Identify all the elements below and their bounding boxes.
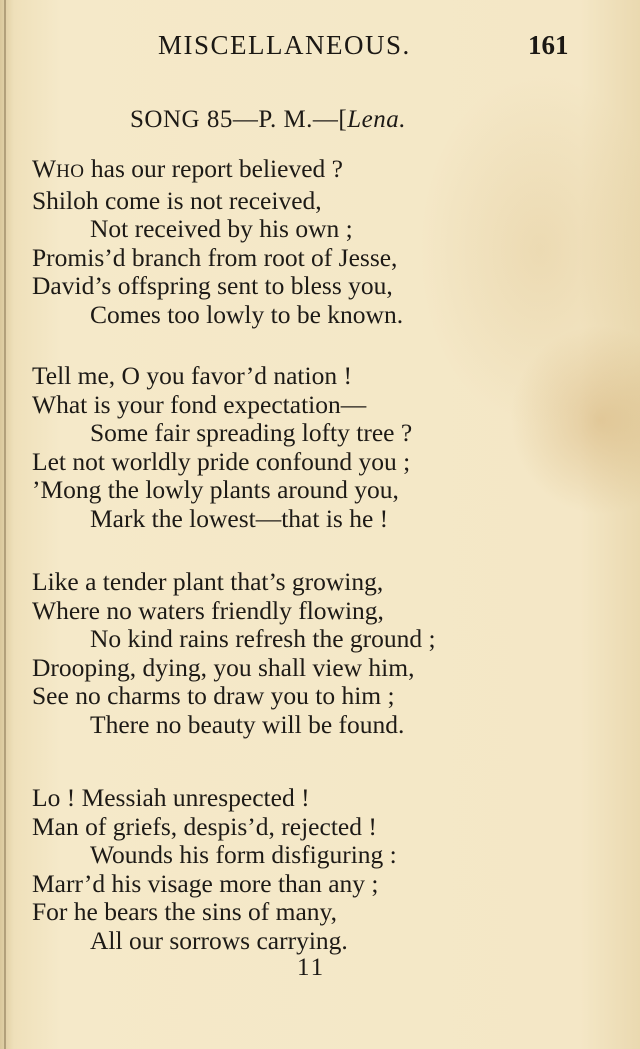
small-caps: HO — [56, 161, 85, 182]
stanza-3 — [32, 568, 436, 740]
verse-line: See no charms to draw you to him ; — [32, 681, 395, 711]
verse-line: Marr’d his visage more than any ; — [32, 868, 379, 898]
verse-line: Man of griefs, despis’d, rejected ! — [32, 811, 377, 841]
verse-line: Lo ! Messiah unrespected ! — [32, 783, 310, 812]
verse-line: All our sorrows carrying. — [90, 925, 348, 955]
running-head: MISCELLANEOUS. — [158, 30, 411, 60]
verse-line: Where no waters friendly flowing, — [32, 595, 384, 625]
verse-line — [32, 155, 403, 187]
verse-line-text: has our report believed ? — [84, 154, 343, 183]
stanza-4 — [32, 784, 397, 956]
page-gutter-shadow — [4, 0, 6, 1049]
verse-line: Let not worldly pride confound you ; — [32, 446, 411, 476]
verse-line: Mark the lowest—that is he ! — [90, 503, 389, 533]
verse-line: No kind rains refresh the ground ; — [90, 624, 436, 654]
verse-line: Promis’d branch from root of Jesse, — [32, 242, 398, 272]
verse-line: Tell me, O you favor’d nation ! — [32, 361, 352, 390]
verse-line: What is your fond expectation— — [32, 389, 367, 419]
verse-line: Drooping, dying, you shall view him, — [32, 652, 415, 682]
page-number: 161 — [528, 30, 569, 60]
tune-name: Lena. — [347, 106, 407, 133]
song-title — [130, 106, 406, 134]
verse-line: Shiloh come is not received, — [32, 185, 322, 215]
verse-line: Comes too lowly to be known. — [90, 299, 404, 329]
initial-capital: W — [32, 154, 57, 183]
page-header — [0, 28, 640, 68]
signature-mark: 11 — [297, 954, 326, 981]
verse-line: ’Mong the lowly plants around you, — [32, 475, 399, 505]
verse-line: For he bears the sins of many, — [32, 897, 337, 927]
stanza-1 — [32, 155, 403, 330]
song-title-main: SONG 85—P. M.—[ — [130, 106, 348, 133]
verse-line: Not received by his own ; — [90, 214, 353, 244]
verse-line: There no beauty will be found. — [90, 709, 405, 739]
verse-line: David’s offspring sent to bless you, — [32, 271, 393, 301]
stanza-2 — [32, 362, 412, 534]
first-word — [32, 154, 85, 183]
verse-line: Some fair spreading lofty tree ? — [90, 418, 413, 448]
verse-line: Wounds his form disfiguring : — [90, 840, 397, 870]
verse-line: Like a tender plant that’s growing, — [32, 567, 384, 596]
